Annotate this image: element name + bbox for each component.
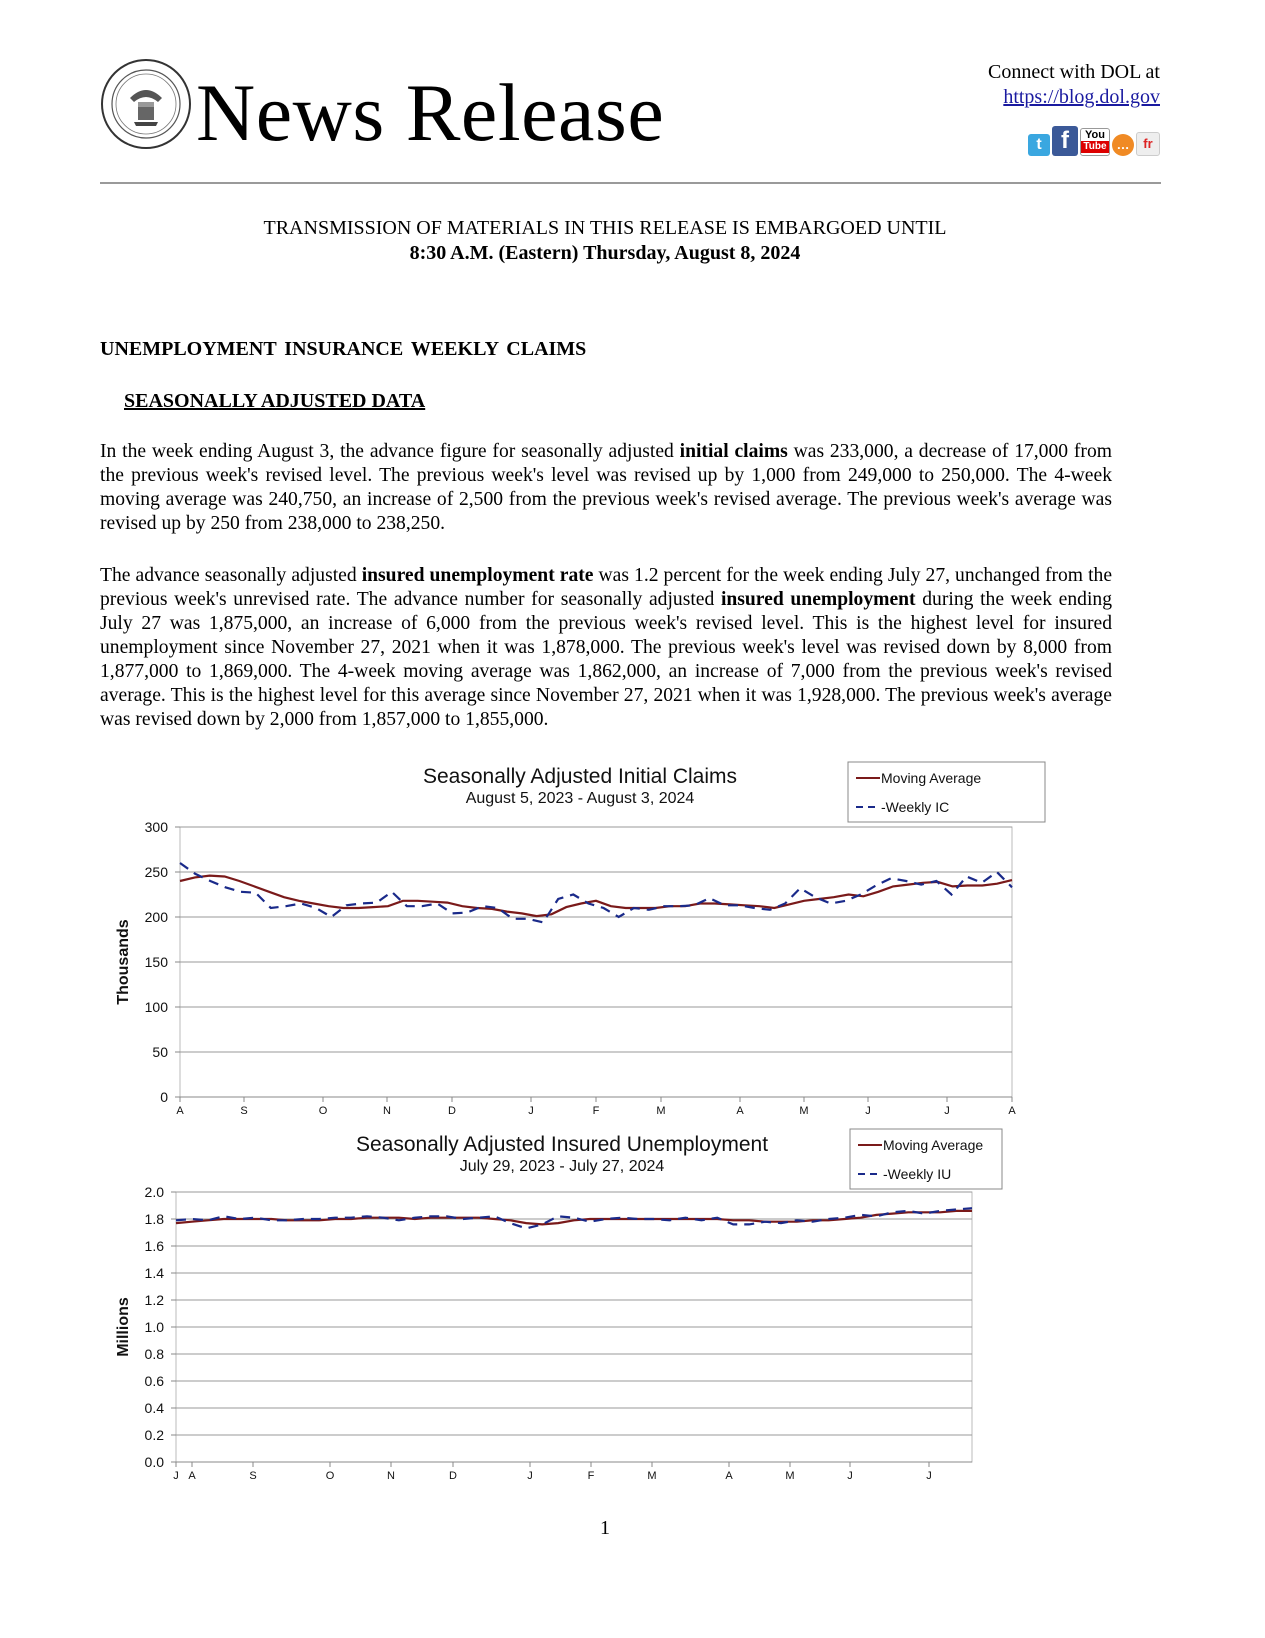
y-tick-label: 150 [144,954,168,970]
x-tick-label: A [736,1105,744,1117]
y-tick-label: 1.0 [144,1319,164,1335]
x-tick-label: M [799,1105,809,1117]
x-tick-label: S [249,1470,257,1482]
x-tick-label: A [188,1470,196,1482]
initial-claims-chart-svg [0,755,1265,1125]
legend-label: -Weekly IC [881,799,950,815]
chart-subtitle: July 29, 2023 - July 27, 2024 [459,1158,665,1175]
y-tick-label: 0.8 [144,1346,164,1362]
y-tick-label: 1.6 [144,1238,164,1254]
y-axis-label: Millions [115,1297,132,1357]
social-icons [1028,126,1160,156]
x-tick-label: J [847,1470,853,1482]
x-tick-label: N [387,1470,395,1482]
insured-unemployment-chart [0,1125,1265,1490]
y-axis-label: Thousands [115,919,132,1005]
x-tick-label: M [656,1105,666,1117]
y-tick-label: 1.8 [144,1211,164,1227]
twitter-icon[interactable]: t [1028,134,1050,156]
initial-claims-chart [0,755,1265,1125]
connect-text: Connect with DOL at [987,61,1160,83]
connect-block [988,60,1160,110]
y-tick-label: 1.4 [144,1265,164,1281]
x-tick-label: S [240,1105,248,1117]
page-title: News Release [196,67,665,158]
header-divider [100,182,1161,184]
x-tick-label: N [383,1105,391,1117]
paragraph-initial-claims: In the week ending August 3, the advance figure for seasonally adjusted initial claims was 233,000, a decrease of 17,000 from the previous week's revised level. The previous week's level was revised up by 1,000 from 249,000 to 250,000. The 4-week moving average was 240,750, an increase of 2,500 from the previous week's revised average. The previous week's average was revised up by 250 from 238,000 to 238,250. [100,441,1112,534]
x-tick-label: D [449,1470,457,1482]
section-heading: UNEMPLOYMENT INSURANCE WEEKLY CLAIMS [100,338,587,360]
legend-label: -Weekly IU [883,1166,952,1182]
x-tick-label: A [1008,1105,1016,1117]
chart-title: Seasonally Adjusted Insured Unemployment [355,1133,769,1156]
y-tick-label: 0.6 [144,1373,164,1389]
x-tick-label: J [528,1105,534,1117]
insured-unemployment-chart-svg [0,1125,1265,1490]
y-tick-label: 200 [144,909,168,925]
blog-icon[interactable]: … [1112,134,1134,156]
y-tick-label: 1.2 [144,1292,164,1308]
x-tick-label: A [725,1470,733,1482]
x-tick-label: A [176,1105,184,1117]
facebook-icon[interactable]: f [1052,126,1078,156]
dol-seal-logo [100,58,192,150]
embargo-line-2: 8:30 A.M. (Eastern) Thursday, August 8, 2024 [409,242,801,264]
y-tick-label: 50 [152,1044,168,1060]
x-tick-label: D [448,1105,456,1117]
youtube-icon[interactable]: You Tube [1080,128,1110,156]
chart-subtitle: August 5, 2023 - August 3, 2024 [465,790,695,807]
y-tick-label: 0.4 [144,1400,164,1416]
blog-link[interactable]: https://blog.dol.gov [1003,86,1160,108]
section-subheading: SEASONALLY ADJUSTED DATA [124,390,426,412]
chart-title: Seasonally Adjusted Initial Claims [423,765,737,788]
x-tick-label: J [865,1105,871,1117]
paragraph-insured-unemployment: The advance seasonally adjusted insured unemployment rate was 1.2 percent for the week ending July 27, unchanged from the previous week's unrevised rate. The advance number for seasonally adjusted insured unemployment during the week ending July 27 was 1,875,000, an increase of 6,000 from the previous week's revised level. This is the highest level for insured unemployment since November 27, 2021 when it was 1,878,000. The previous week's level was revised down by 8,000 from 1,877,000 to 1,869,000. The 4-week moving average was 1,862,000, an increase of 7,000 from the previous week's revised average. This is the highest level for this average since November 27, 2021 when it was 1,928,000. The previous week's average was revised down by 2,000 from 1,857,000 to 1,855,000. [100,565,1113,730]
embargo-notice [0,216,1210,266]
x-tick-label: F [587,1470,595,1482]
x-tick-label: O [318,1105,328,1117]
x-tick-label: J [173,1470,179,1482]
y-tick-label: 0.0 [144,1454,164,1470]
x-tick-label: M [647,1470,657,1482]
y-tick-label: 300 [144,819,168,835]
embargo-line-1: TRANSMISSION OF MATERIALS IN THIS RELEASE IS EMBARGOED UNTIL [263,217,947,239]
x-tick-label: O [325,1470,335,1482]
x-tick-label: J [944,1105,950,1117]
y-tick-label: 0 [160,1089,168,1105]
y-tick-label: 0.2 [144,1427,164,1443]
y-tick-label: 2.0 [144,1184,164,1200]
legend-label: Moving Average [881,770,982,786]
x-tick-label: M [785,1470,795,1482]
x-tick-label: F [592,1105,600,1117]
legend-label: Moving Average [883,1137,984,1153]
page-number: 1 [600,1517,610,1539]
french-icon[interactable]: fr [1136,132,1160,156]
x-tick-label: J [527,1470,533,1482]
x-tick-label: J [926,1470,932,1482]
y-tick-label: 250 [144,864,168,880]
y-tick-label: 100 [144,999,168,1015]
